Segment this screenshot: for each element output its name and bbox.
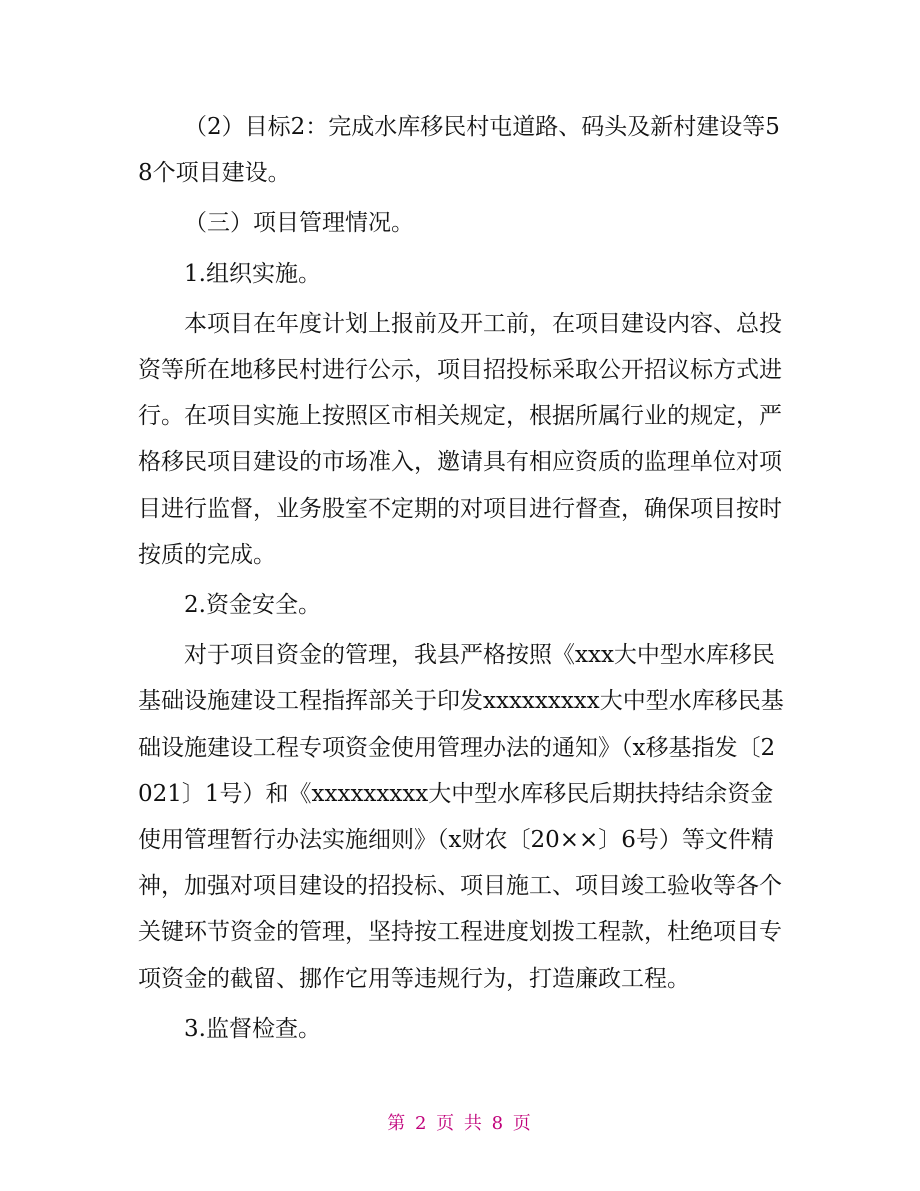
heading-fund-safety: 2.资金安全。 — [184, 592, 321, 619]
document-body — [138, 104, 786, 1052]
paragraph-goal-2: （2）目标2：完成水库移民村屯道路、码头及新村建设等58个项目建设。 — [138, 114, 780, 187]
paragraph-organization: 本项目在年度计划上报前及开工前，在项目建设内容、总投资等所在地移民村进行公示，项目招投标采取公开招议标方式进行。在项目实施上按照区市相关规定，根据所属行业的规定，严格移民项目建设的市场准入，邀请具有相应资质的监理单位对项目进行监督，业务股室不定期的对项目进行督查，确保项目按时按质的完成。 — [138, 310, 782, 568]
heading-organization: 1.组织实施。 — [184, 260, 321, 287]
paragraph-fund-safety: 对于项目资金的管理，我县严格按照《xxx大中型水库移民基础设施建设工程指挥部关于印发xxxxxxxxx大中型水库移民基础设施建设工程专项资金使用管理办法的通知》（x移基指发〔2021〕1号）和《xxxxxxxxx大中型水库移民后期扶持结余资金使用管理暂行办法实施细则》（x财农〔20××〕6号）等文件精神，加强对项目建设的招投标、项目施工、项目竣工验收等各个关键环节资金的管理，坚持按工程进度划拨工程款，杜绝项目专项资金的截留、挪作它用等违规行为，打造廉政工程。 — [138, 642, 784, 992]
page-number-footer: 第 2 页 共 8 页 — [387, 1113, 533, 1134]
heading-supervision: 3.监督检查。 — [184, 1015, 321, 1042]
heading-project-management: （三）项目管理情况。 — [184, 210, 414, 237]
